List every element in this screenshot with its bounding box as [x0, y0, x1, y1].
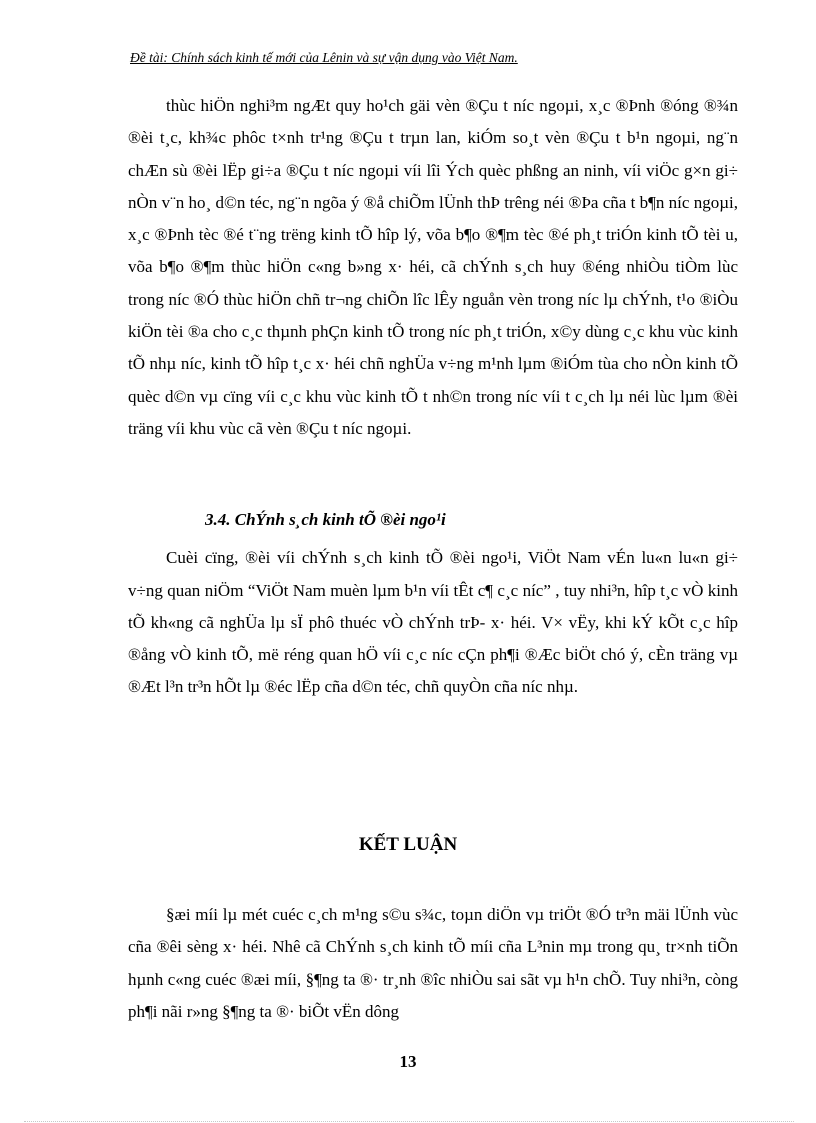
page-number: 13 — [399, 1052, 417, 1071]
page-bottom-divider — [24, 1121, 794, 1122]
paragraph-text: thùc hiÖn nghi³m ngÆt quy ho¹ch gäi vèn ®Çu t níc ngoµi, x¸c ®Þnh ®óng ®¾n ®èi t¸c, kh¾c phôc t×nh tr¹ng ®Çu t trµn lan, kiÓm so¸t vèn ®Çu t b¹n ngoµi, ng¨n chÆn sù ®èi lËp gi÷a ®Çu t níc ngoµi víi lîi Ých quèc phßng an ninh, víi viÖc g×n gi÷ nÒn v¨n ho¸ d©n téc, ng¨n ngõa ý ®å chiÕm lÜnh thÞ trêng néi ®Þa cña t b¶n níc ngoµi, x¸c ®Þnh tèc ®é t¨ng trëng kinh tÕ hîp lý, võa b¶o ®¶m tèc ®é ph¸t triÓn kinh tÕ tèi u, võa b¶o ®¶m thùc hiÖn c«ng b»ng x· héi, cã chÝnh s¸ch huy ®éng nhiÒu tiÒm lùc trong níc ®Ó thùc hiÖn chñ tr¬ng chiÕn lîc lÊy nguån vèn trong níc lµ chÝnh, t¹o ®iÒu kiÖn tèi ®a cho c¸c thµnh phÇn kinh tÕ trong níc ph¸t triÓn, x©y dùng c¸c khu vùc kinh tÕ nhµ níc, kinh tÕ hîp t¸c x· héi chñ nghÜa v÷ng m¹nh lµm ®iÓm tùa cho nÒn kinh tÕ quèc d©n vµ cïng víi c¸c khu vùc kinh tÕ t nh©n trong níc víi t c¸ch lµ néi lùc lµm ®èi träng víi khu vùc cã vèn ®Çu t níc ngoµi. — [128, 96, 738, 438]
body-paragraph-investment — [128, 90, 738, 445]
paragraph-text: Cuèi cïng, ®èi víi chÝnh s¸ch kinh tÕ ®èi ngo¹i, ViÖt Nam vÉn lu«n lu«n gi÷ v÷ng quan niÖm “ViÖt Nam muèn lµm b¹n víi tÊt c¶ c¸c níc” , tuy nhi³n, hîp t¸c vÒ kinh tÕ kh«ng cã nghÜa lµ sÏ phô thuéc vÒ chÝnh trÞ- x· héi. V× vËy, khi kÝ kÕt c¸c hîp ®ång vÒ kinh tÕ, më réng quan hÖ víi c¸c níc cÇn ph¶i ®Æc biÖt chó ý, cÈn träng vµ ®Æt l³n tr³n hÕt lµ ®éc lËp cña d©n téc, chñ quyÒn cña níc nhµ. — [128, 548, 738, 697]
paragraph-text: §æi míi lµ mét cuéc c¸ch m¹ng s©u s¾c, toµn diÖn vµ triÖt ®Ó tr³n mäi lÜnh vùc cña ®êi sèng x· héi. Nhê cã ChÝnh s¸ch kinh tÕ míi cña L³nin mµ trong qu¸ tr×nh tiÕn hµnh c«ng cuéc ®æi míi, §¶ng ta ®· tr¸nh ®îc nhiÒu sai sãt vµ h¹n chÕ. Tuy nhi³n, còng ph¶i nãi r»ng §¶ng ta ®· biÕt vËn dông — [128, 905, 738, 1021]
body-paragraph-foreign-policy — [128, 510, 738, 704]
section-title-conclusion: KẾT LUẬN — [358, 834, 458, 855]
body-paragraph-conclusion — [128, 899, 738, 1028]
subsection-heading: 3.4. ChÝnh s¸ch kinh tÕ ®èi ngo¹i — [205, 510, 446, 529]
document-header-title: Đề tài: Chính sách kinh tế mới của Lênin và sự vận dụng vào Việt Nam. — [130, 50, 518, 65]
